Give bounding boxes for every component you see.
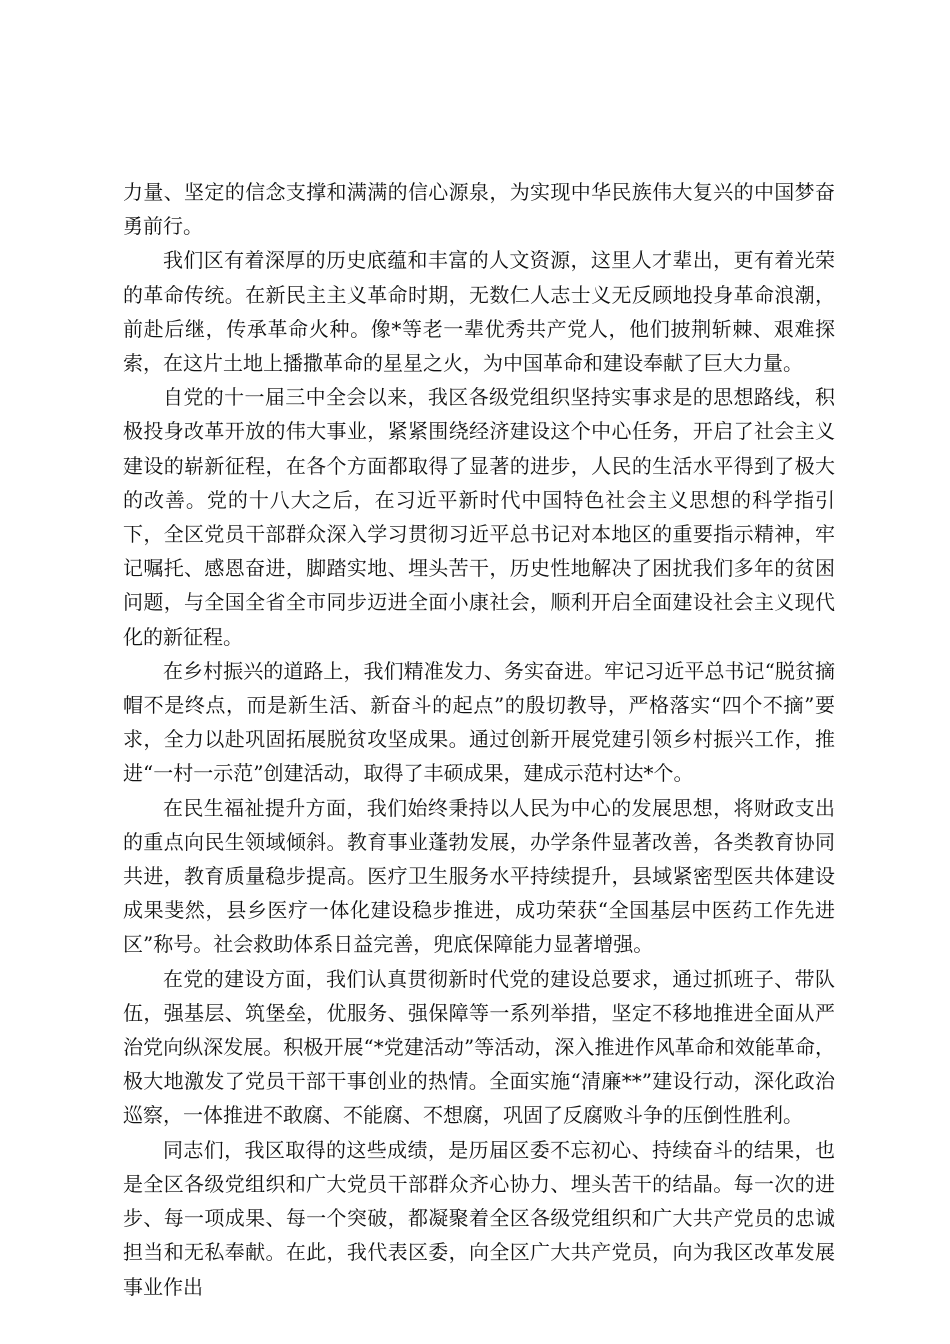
paragraph-achievements: 同志们，我区取得的这些成绩，是历届区委不忘初心、持续奋斗的结果，也是全区各级党组织和广大党员干部群众齐心协力、埋头苦干的结晶。每一次的进步、每一项成果、每一个突破，都凝聚着全区各级党组织和广大共产党员的忠诚担当和无私奉献。在此，我代表区委，向全区广大共产党员，向为我区改革发展事业作出 [123, 1137, 835, 1299]
document-body [123, 175, 835, 1304]
paragraph-reform-opening: 自党的十一届三中全会以来，我区各级党组织坚持实事求是的思想路线，积极投身改革开放的伟大事业，紧紧围绕经济建设这个中心任务，开启了社会主义建设的崭新征程，在各个方面都取得了显著的进步，人民的生活水平得到了极大的改善。党的十八大之后，在习近平新时代中国特色社会主义思想的科学指引下，全区党员干部群众深入学习贯彻习近平总书记对本地区的重要指示精神，牢记嘱托、感恩奋进，脚踏实地、埋头苦干，历史性地解决了困扰我们多年的贫困问题，与全国全省全市同步迈进全面小康社会，顺利开启全面建设社会主义现代化的新征程。 [123, 385, 835, 649]
paragraph-rural-revitalization: 在乡村振兴的道路上，我们精准发力、务实奋进。牢记习近平总书记“脱贫摘帽不是终点，而是新生活、新奋斗的起点”的殷切教导，严格落实“四个不摘”要求，全力以赴巩固拓展脱贫攻坚成果。通过创新开展党建引领乡村振兴工作，推进“一村一示范”创建活动，取得了丰硕成果，建成示范村达*个。 [123, 658, 835, 786]
paragraph-livelihood: 在民生福祉提升方面，我们始终秉持以人民为中心的发展思想，将财政支出的重点向民生领域倾斜。教育事业蓬勃发展，办学条件显著改善，各类教育协同共进，教育质量稳步提高。医疗卫生服务水平持续提升，县域紧密型医共体建设成果斐然，县乡医疗一体化建设稳步推进，成功荣获“全国基层中医药工作先进区”称号。社会救助体系日益完善，兜底保障能力显著增强。 [123, 795, 835, 957]
paragraph-continued: 力量、坚定的信念支撑和满满的信心源泉，为实现中华民族伟大复兴的中国梦奋勇前行。 [123, 180, 835, 239]
paragraph-revolutionary-tradition: 我们区有着深厚的历史底蕴和丰富的人文资源，这里人才辈出，更有着光荣的革命传统。在新民主主义革命时期，无数仁人志士义无反顾地投身革命浪潮，前赴后继，传承革命火种。像*等老一辈优秀共产党人，他们披荆斩棘、艰难探索，在这片土地上播撒革命的星星之火，为中国革命和建设奉献了巨大力量。 [123, 248, 835, 376]
paragraph-party-building: 在党的建设方面，我们认真贯彻新时代党的建设总要求，通过抓班子、带队伍，强基层、筑堡垒，优服务、强保障等一系列举措，坚定不移地推进全面从严治党向纵深发展。积极开展“*党建活动”等活动，深入推进作风革命和效能革命，极大地激发了党员干部干事创业的热情。全面实施“清廉**”建设行动，深化政治巡察，一体推进不敢腐、不能腐、不想腐，巩固了反腐败斗争的压倒性胜利。 [123, 966, 835, 1128]
